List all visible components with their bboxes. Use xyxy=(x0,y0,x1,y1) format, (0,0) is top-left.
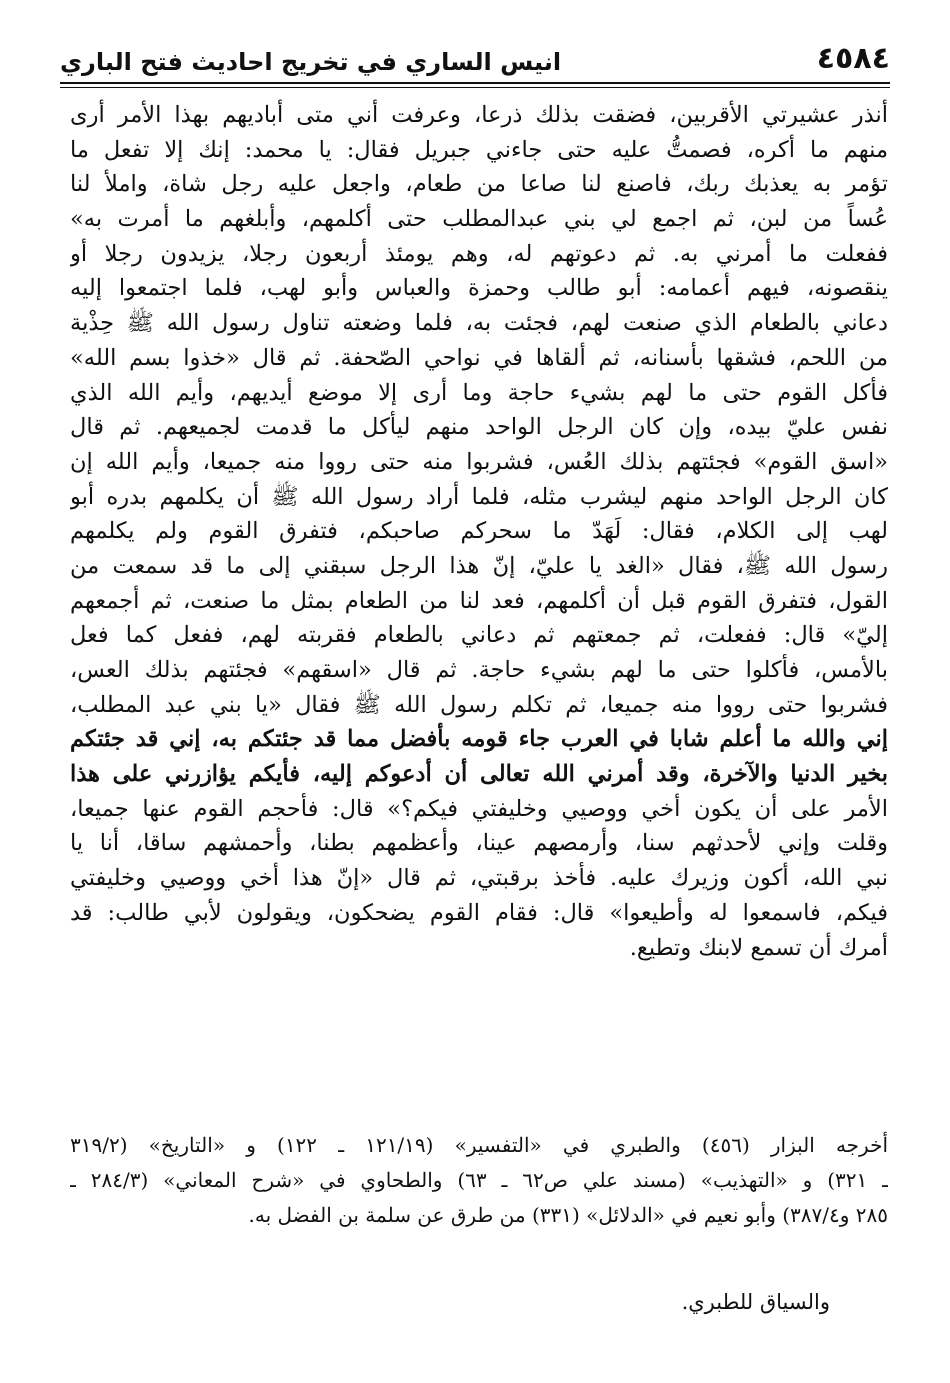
text-line: بالأمس، فأكلوا حتى ما لهم بشيء حاجة. ثم قال «اسقهم» فجئتهم بذلك العس، xyxy=(70,657,888,683)
text-line: إليّ» قال: ففعلت، ثم جمعتهم ثم دعاني بالطعام فقربته لهم، ففعل كما فعل xyxy=(70,622,888,649)
text-line: ففعلت ما أمرني به. ثم دعوتهم له، وهم يومئذ أربعون رجلا، يزيدون رجلا أو xyxy=(70,240,888,267)
text-line: فشربوا حتى رووا منه جميعا، ثم تكلم رسول الله ﷺ فقال «يا بني عبد المطلب، xyxy=(70,691,888,718)
text-line: القول، فتفرق القوم قبل أن أكلمهم، فعد لنا من الطعام بمثل ما صنعت، ثم أجمعهم xyxy=(70,587,888,614)
text-line: نبي الله، أكون وزيرك عليه. فأخذ برقبتي، ثم قال «إنّ هذا أخي ووصيي وخليفتي xyxy=(70,865,888,892)
text-line: نفس عليّ بيده، وإن كان الرجل الواحد منهم ليأكل ما قدمت لجميعهم. ثم قال xyxy=(70,414,888,441)
text-line: «اسق القوم» فجئتهم بذلك العُس، فشربوا منه حتى رووا منه جميعا، وأيم الله إن xyxy=(70,448,888,475)
closing-remark: والسياق للطبري. xyxy=(681,1290,830,1314)
note-line: ـ ٣٢١) و «التهذيب» (مسند علي ص٦٢ ـ ٦٣) والطحاوي في «شرح المعاني» (٢٨٤/٣ ـ xyxy=(70,1168,888,1192)
text-line: دعاني بالطعام الذي صنعت لهم، فجئت به، فلما وضعته تناول رسول الله ﷺ حِذْية xyxy=(70,310,888,337)
main-text xyxy=(70,98,888,965)
text-line: عُساً من لبن، ثم اجمع لي بني عبدالمطلب حتى أكلمهم، وأبلغهم ما أمرت به» xyxy=(70,206,888,233)
text-line: ينقصونه، فيهم أعمامه: أبو طالب وحمزة والعباس وأبو لهب، فلما اجتمعوا إليه xyxy=(70,275,888,302)
text-line: كان الرجل الواحد منهم ليشرب مثله، فلما أراد رسول الله ﷺ أن يكلمهم بدره أبو xyxy=(70,483,888,510)
page-number: ٤٥٨٤ xyxy=(816,41,890,76)
header-rule xyxy=(60,82,890,84)
note-line: ٢٨٥ و٣٨٧/٤) وأبو نعيم في «الدلائل» (٣٣١) من طرق عن سلمة بن الفضل به. xyxy=(248,1203,888,1227)
text-line: تؤمر به يعذبك ربك، فاصنع لنا صاعا من طعام، واجعل عليه رجل شاة، واملأ لنا xyxy=(70,171,888,198)
text-line: من اللحم، فشقها بأسنانه، ثم ألقاها في نواحي الصّحفة. ثم قال «خذوا بسم الله» xyxy=(70,344,888,371)
text-line: فأكل القوم حتى ما لهم بشيء حاجة وما أرى إلا موضع أيديهم، وأيم الله الذي xyxy=(70,379,888,406)
text-line: أنذر عشيرتي الأقربين، فضقت بذلك ذرعا، وعرفت أني متى أباديهم بهذا الأمر أرى xyxy=(70,102,888,128)
running-header xyxy=(60,30,890,80)
header-rule-thin xyxy=(60,87,890,88)
text-line: رسول الله ﷺ، فقال «الغد يا عليّ، إنّ هذا الرجل سبقني إلى ما قد سمعت من xyxy=(70,552,888,579)
text-line: لهب إلى الكلام، فقال: لَهَدّ ما سحركم صاحبكم، فتفرق القوم ولم يكلمهم xyxy=(70,518,888,545)
source-notes xyxy=(70,1128,888,1233)
book-title: انيس الساري في تخريج احاديث فتح الباري xyxy=(60,48,562,76)
text-line: إني والله ما أعلم شابا في العرب جاء قومه بأفضل مما قد جئتكم به، إني قد جئتكم xyxy=(70,726,888,753)
text-line: أمرك أن تسمع لابنك وتطيع. xyxy=(629,934,888,961)
text-line: منهم ما أكره، فصمتُّ عليه حتى جاءني جبريل فقال: يا محمد: إنك إلا تفعل ما xyxy=(70,136,888,163)
text-line: بخير الدنيا والآخرة، وقد أمرني الله تعالى أن أدعوكم إليه، فأيكم يؤازرني على هذا xyxy=(70,761,888,788)
text-line: وقلت وإني لأحدثهم سنا، وأرمصهم عينا، وأعظمهم بطنا، وأحمشهم ساقا، أنا يا xyxy=(70,830,888,857)
text-line: فيكم، فاسمعوا له وأطيعوا» قال: فقام القوم يضحكون، ويقولون لأبي طالب: قد xyxy=(70,899,888,926)
text-line: الأمر على أن يكون أخي ووصيي وخليفتي فيكم؟» قال: فأحجم القوم عنها جميعا، xyxy=(70,795,888,822)
note-line: أخرجه البزار (٤٥٦) والطبري في «التفسير» (١٢١/١٩ ـ ١٢٢) و «التاريخ» (٣١٩/٢ xyxy=(70,1133,888,1157)
